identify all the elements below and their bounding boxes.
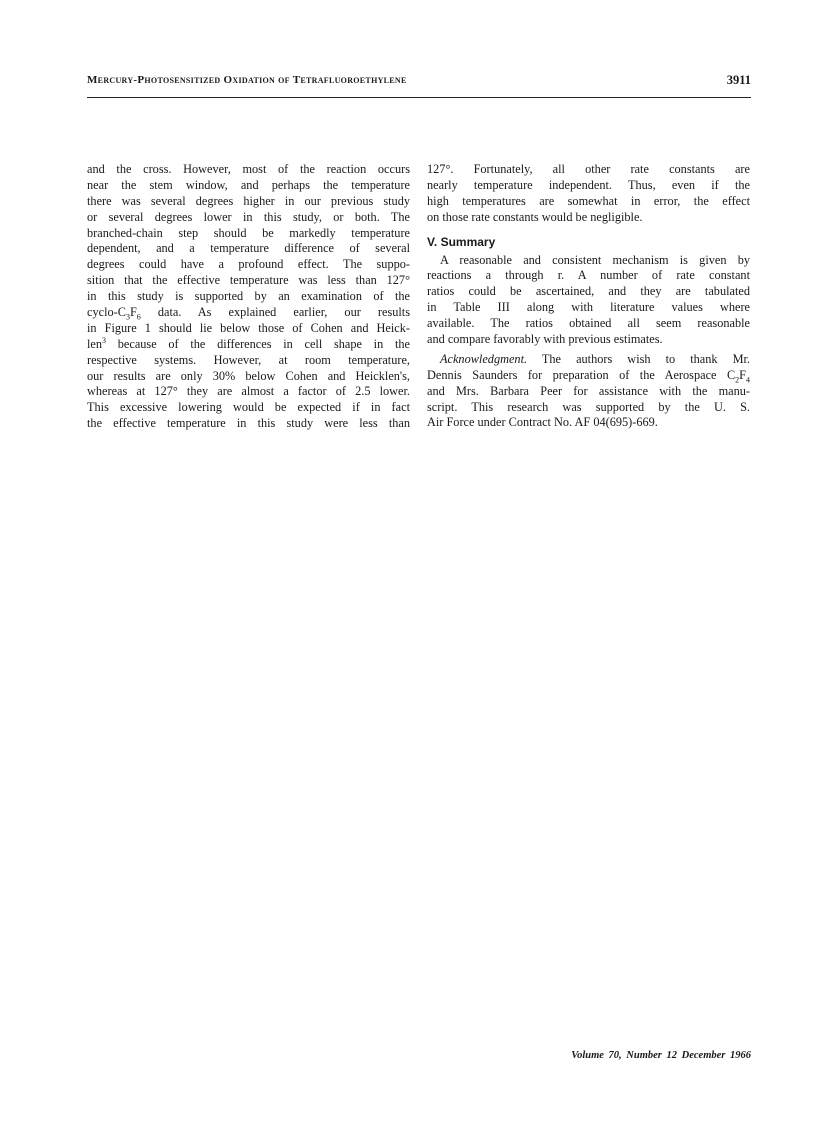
journal-footer: Volume 70, Number 12 December 1966 xyxy=(571,1050,751,1061)
body-line: cyclo-$C_3F_6$ data. As explained earlier, our results xyxy=(87,305,410,322)
acknowledgment-text: The authors wish to thank Mr. xyxy=(527,351,750,366)
body-line: len$^3$ because of the differences in cell shape in the xyxy=(87,335,410,351)
body-line: reactions a through r. A number of rate constant xyxy=(427,268,750,283)
body-line: respective systems. However, at room temperature, xyxy=(87,352,410,367)
body-line: This excessive lowering would be expected if in fact xyxy=(87,400,410,415)
right-column xyxy=(427,162,750,431)
body-line: and Mrs. Barbara Peer for assistance with the manu- xyxy=(427,383,750,398)
body-line: ratios could be ascertained, and they are tabulated xyxy=(427,284,750,299)
section-heading-summary: V. Summary xyxy=(427,234,496,249)
page-header xyxy=(87,74,751,88)
body-line: A reasonable and consistent mechanism is given by xyxy=(440,252,750,267)
body-line: script. This research was supported by the U. S. xyxy=(427,399,750,414)
body-line: Dennis Saunders for preparation of the Aerospace $C_2F_4$ xyxy=(427,367,750,385)
body-line: Air Force under Contract No. AF 04(695)-669. xyxy=(427,415,658,430)
body-line: sition that the effective temperature was less than 127° xyxy=(87,273,410,288)
body-line: whereas at 127° they are almost a factor of 2.5 lower. xyxy=(87,384,410,399)
body-line: the effective temperature in this study were less than xyxy=(87,416,410,431)
acknowledgment-first-line xyxy=(427,352,750,368)
body-line: there was several degrees higher in our previous study xyxy=(87,193,410,208)
left-column xyxy=(87,162,410,432)
body-line: on those rate constants would be negligible. xyxy=(427,209,643,224)
body-line: or several degrees lower in this study, or both. The xyxy=(87,209,410,224)
body-line: 127°. Fortunately, all other rate constants are xyxy=(427,162,750,176)
running-title: Mercury-Photosensitized Oxidation of Tetrafluoroethylene xyxy=(87,74,407,86)
body-line: high temperatures are somewhat in error, the effect xyxy=(427,193,750,208)
body-line: dependent, and a temperature difference of several xyxy=(87,241,410,256)
body-line: available. The ratios obtained all seem reasonable xyxy=(427,316,750,331)
page-number: 3911 xyxy=(726,73,751,87)
body-line: in Figure 1 should lie below those of Cohen and Heick- xyxy=(87,320,410,335)
body-line: in Table III along with literature values where xyxy=(427,300,750,315)
body-line: in this study is supported by an examination of the xyxy=(87,289,410,304)
acknowledgment-label: Acknowledgment. xyxy=(440,351,528,366)
body-line: near the stem window, and perhaps the temperature xyxy=(87,177,410,192)
body-line: and the cross. However, most of the reaction occurs xyxy=(87,162,410,176)
body-line: nearly temperature independent. Thus, even if the xyxy=(427,177,750,192)
body-line: and compare favorably with previous estimates. xyxy=(427,332,663,347)
body-line: branched-chain step should be markedly temperature xyxy=(87,225,410,240)
body-line: our results are only 30% below Cohen and Heicklen's, xyxy=(87,368,410,383)
header-rule xyxy=(87,97,751,98)
body-line: degrees could have a profound effect. The suppo- xyxy=(87,257,410,272)
